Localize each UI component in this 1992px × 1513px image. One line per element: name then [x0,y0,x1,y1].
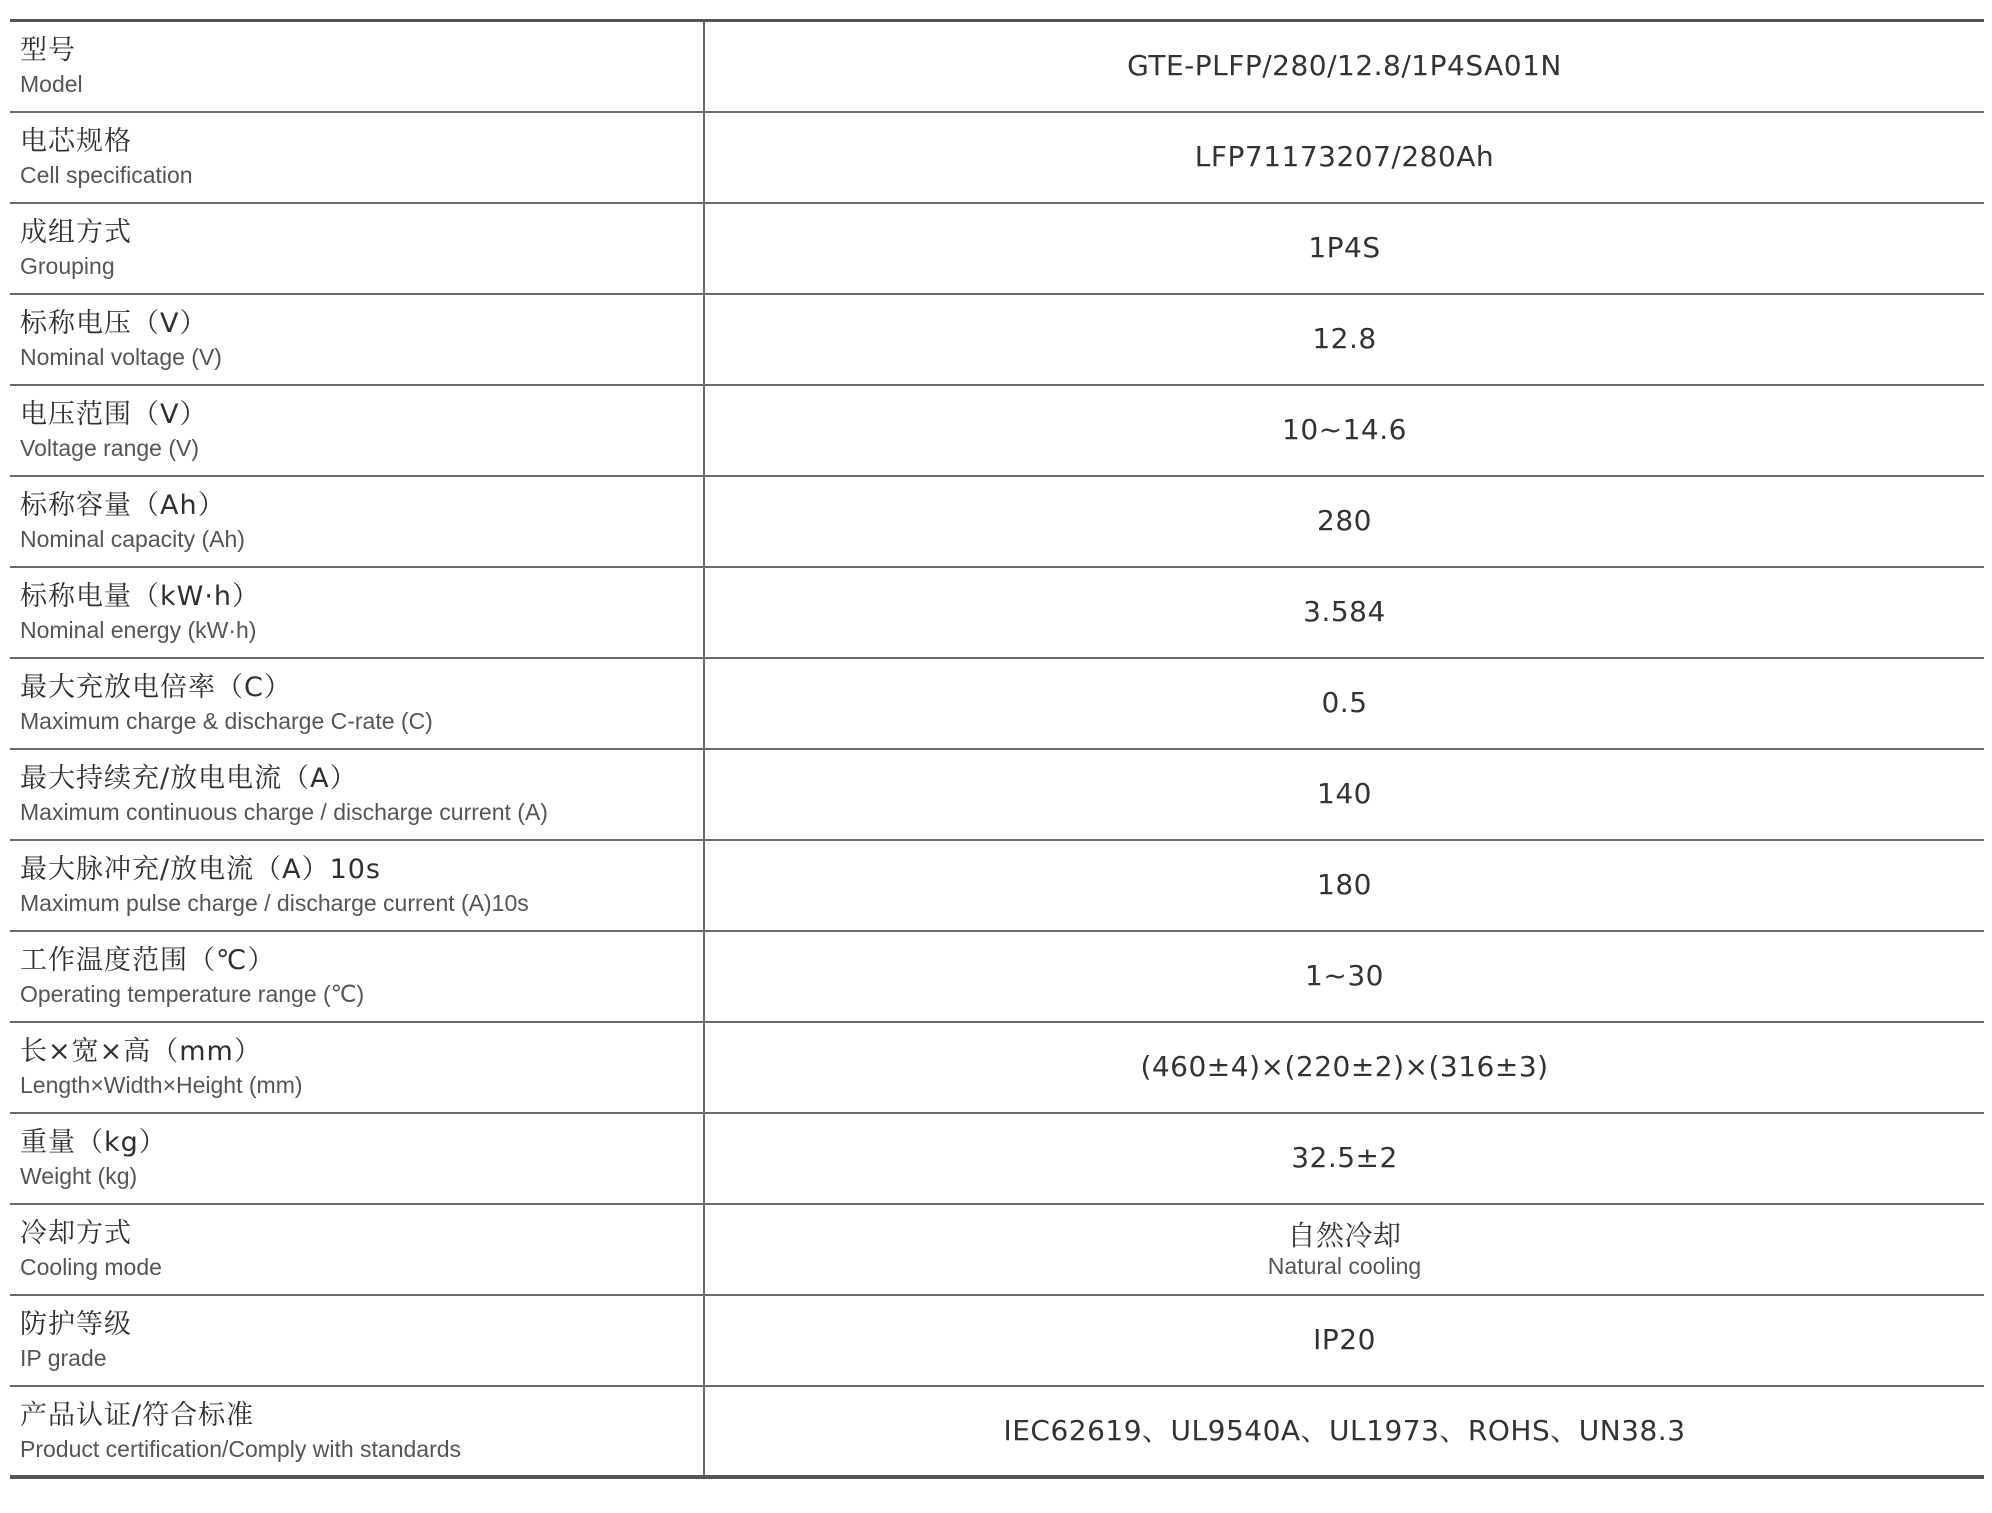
label-cell [10,931,704,1022]
row-cooling-mode [10,1204,1984,1295]
label-zh: 最大脉冲充/放电流（A）10s [20,854,381,885]
label-zh: 型号 [20,35,76,67]
label-cell [10,385,704,476]
label-cell [10,1386,704,1477]
value-cell [704,385,1984,476]
row-operating-temperature [10,931,1984,1022]
row-nominal-capacity [10,476,1984,567]
label-zh: 防护等级 [20,1309,132,1340]
value-cell [704,1386,1984,1477]
value-text: 自然冷却 [1287,1219,1402,1252]
row-max-c-rate [10,658,1984,749]
label-cell [10,1113,704,1204]
label-en: Nominal voltage (V) [20,344,222,370]
value-cell [704,931,1984,1022]
row-ip-grade [10,1295,1984,1386]
value-text: 3.584 [1303,595,1386,628]
row-model [10,21,1984,112]
label-zh: 冷却方式 [20,1218,132,1249]
label-zh: 产品认证/符合标准 [20,1399,255,1431]
value-cell [704,1295,1984,1386]
value-text: IP20 [1313,1323,1376,1356]
value-cell [704,1022,1984,1113]
label-en: Weight (kg) [20,1163,138,1189]
value-text: 12.8 [1312,322,1377,355]
label-cell [10,1204,704,1295]
spec-table-body [10,21,1984,1477]
value-cell [704,749,1984,840]
value-cell [704,21,1984,112]
value-text: 1P4S [1308,231,1381,264]
label-en: Maximum pulse charge / discharge current (A)10s [20,890,529,916]
label-en: Nominal energy (kW·h) [20,617,257,643]
row-nominal-voltage [10,294,1984,385]
label-cell [10,567,704,658]
value-text: 1~30 [1305,959,1384,992]
label-zh: 最大持续充/放电电流（A） [20,763,358,794]
label-en: Cell specification [20,162,193,188]
label-en: Voltage range (V) [20,435,200,461]
value-cell [704,112,1984,203]
label-zh: 标称容量（Ah） [20,490,226,521]
row-certification [10,1386,1984,1477]
value-text: 10~14.6 [1282,413,1407,446]
value-text: GTE-PLFP/280/12.8/1P4SA01N [1127,49,1562,83]
label-zh: 电芯规格 [20,126,132,157]
label-zh: 电压范围（V） [20,399,208,430]
label-en: Length×Width×Height (mm) [20,1072,303,1098]
label-cell [10,203,704,294]
label-zh: 标称电量（kW·h） [20,581,261,612]
value-text: IEC62619、UL9540A、UL1973、ROHS、UN38.3 [1003,1413,1686,1447]
value-text: LFP71173207/280Ah [1194,140,1495,173]
row-weight [10,1113,1984,1204]
label-en: Grouping [20,253,115,279]
label-zh: 工作温度范围（℃） [20,945,276,976]
value-cell [704,840,1984,931]
value-cell [704,1113,1984,1204]
value-cell [704,476,1984,567]
value-cell [704,658,1984,749]
row-voltage-range [10,385,1984,476]
label-zh: 重量（kg） [20,1127,167,1158]
label-cell [10,1022,704,1113]
value-text: 0.5 [1321,686,1368,719]
label-cell [10,840,704,931]
label-en: Cooling mode [20,1254,162,1280]
label-en: Operating temperature range (℃) [20,981,365,1007]
value-text: (460±4)×(220±2)×(316±3) [1140,1050,1549,1083]
label-cell [10,112,704,203]
label-en: IP grade [20,1345,107,1371]
value-text: 180 [1317,868,1372,901]
label-cell [10,658,704,749]
row-grouping [10,203,1984,294]
row-cell-specification [10,112,1984,203]
label-zh: 标称电压（V） [20,308,208,339]
value-text-en: Natural cooling [1267,1253,1422,1279]
label-cell [10,749,704,840]
label-cell [10,476,704,567]
label-en: Maximum continuous charge / discharge current (A) [20,799,548,825]
label-en: Maximum charge & discharge C-rate (C) [20,708,433,734]
label-zh: 成组方式 [20,217,132,248]
label-en: Nominal capacity (Ah) [20,526,245,552]
row-max-continuous-current [10,749,1984,840]
label-cell [10,1295,704,1386]
value-text: 280 [1317,504,1372,537]
label-zh: 长×宽×高（mm） [20,1036,262,1067]
label-cell [10,21,704,112]
row-dimensions [10,1022,1984,1113]
label-en: Product certification/Comply with standards [20,1435,462,1462]
label-en: Model [20,71,83,98]
value-text: 140 [1317,777,1372,810]
value-cell [704,294,1984,385]
value-cell [704,567,1984,658]
label-cell [10,294,704,385]
row-max-pulse-current [10,840,1984,931]
value-cell [704,1204,1984,1295]
row-nominal-energy [10,567,1984,658]
value-text: 32.5±2 [1291,1141,1398,1174]
label-zh: 最大充放电倍率（C） [20,672,292,703]
spec-table [10,19,1984,1479]
value-cell [704,203,1984,294]
